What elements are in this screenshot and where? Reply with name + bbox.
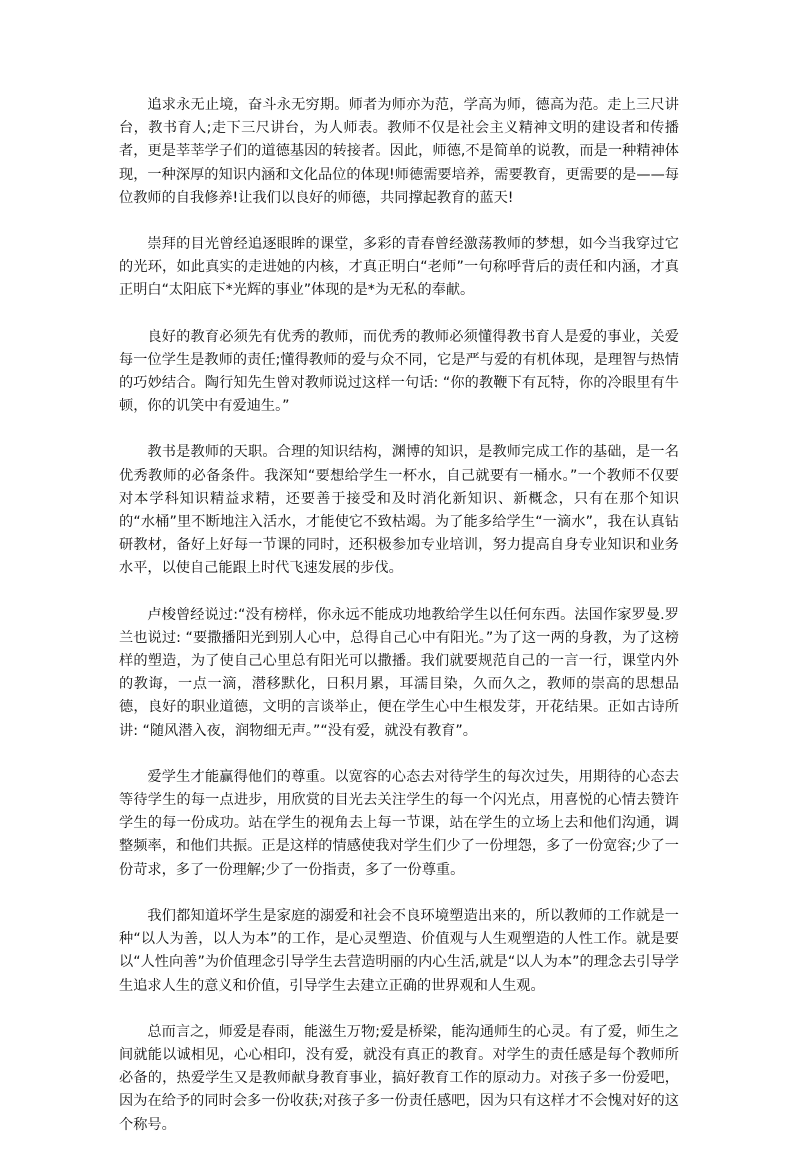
paragraph-7: 我们都知道坏学生是家庭的溺爱和社会不良环境塑造出来的，所以教师的工作就是一种“以人为善，以人为本”的工作，是心灵塑造、价值观与人生观塑造的人性工作。就是要以“人性向善”为价值理念引导学生去营造明丽的内心生活,就是“以人为本”的理念去引导学生追求人生的意义和价值，引导学生去建立正确的世界观和人生观。 <box>119 907 679 994</box>
paragraph-3: 良好的教育必须先有优秀的教师，而优秀的教师必须懂得教书育人是爱的事业，关爱每一位学生是教师的责任;懂得教师的爱与众不同，它是严与爱的有机体现，是理智与热情的巧妙结合。陶行知先生曾对教师说过这样一句话: “你的教鞭下有瓦特，你的冷眼里有牛顿，你的讥笑中有爱迪生。” <box>119 328 679 415</box>
paragraph-4: 教书是教师的天职。合理的知识结构，渊博的知识，是教师完成工作的基础，是一名优秀教师的必备条件。我深知“要想给学生一杯水，自己就要有一桶水。”一个教师不仅要对本学科知识精益求精，还要善于接受和及时消化新知识、新概念，只有在那个知识的“水桶”里不断地注入活水，才能使它不致枯竭。为了能多给学生“一滴水”，我在认真钻研教材，备好上好每一节课的同时，还积极参加专业培训，努力提高自身专业知识和业务水平，以使自己能跟上时代飞速发展的步伐。 <box>119 444 679 577</box>
paragraph-1: 追求永无止境，奋斗永无穷期。师者为师亦为范，学高为师，德高为范。走上三尺讲台，教书育人;走下三尺讲台，为人师表。教师不仅是社会主义精神文明的建设者和传播者，更是莘莘学子们的道德基因的转接者。因此，师德,不是简单的说教，而是一种精神体现，一种深厚的知识内涵和文化品位的体现!师德需要培养，需要教育，更需要的是——每位教师的自我修养!让我们以良好的师德，共同撑起教育的蓝天! <box>119 97 679 206</box>
paragraph-5: 卢梭曾经说过:“没有榜样，你永远不能成功地教给学生以任何东西。法国作家罗曼.罗兰也说过: “要撒播阳光到别人心中，总得自己心中有阳光。”为了这一两的身教，为了这榜样的塑造，为了使自己心里总有阳光可以撒播。我们就要规范自己的一言一行，课堂内外的教诲，一点一滴，潜移默化，日积月累，耳濡目染，久而久之，教师的崇高的思想品德，良好的职业道德，文明的言谈举止，便在学生心中生根发芽，开花结果。正如古诗所讲: “随风潜入夜，润物细无声。”“没有爱，就没有教育”。 <box>119 606 679 739</box>
paragraph-6: 爱学生才能赢得他们的尊重。以宽容的心态去对待学生的每次过失，用期待的心态去等待学生的每一点进步，用欣赏的目光去关注学生的每一个闪光点，用喜悦的心情去赞许学生的每一份成功。站在学生的视角去上每一节课，站在学生的立场上去和他们沟通，调整频率，和他们共振。正是这样的情感使我对学生们少了一份埋怨，多了一份宽容;少了一份苛求，多了一份理解;少了一份指责，多了一份尊重。 <box>119 768 679 878</box>
paragraph-2: 崇拜的目光曾经追逐眼眸的课堂，多彩的青春曾经激荡教师的梦想，如今当我穿过它的光环，如此真实的走进她的内核，才真正明白“老师”一句称呼背后的责任和内涵，才真正明白“太阳底下*光辉的事业”体现的是*为无私的奉献。 <box>119 236 679 299</box>
paragraph-8: 总而言之，师爱是春雨，能滋生万物;爱是桥梁，能沟通师生的心灵。有了爱，师生之间就能以诚相见，心心相印，没有爱，就没有真正的教育。对学生的责任感是每个教师所必备的，热爱学生又是教师献身教育事业，搞好教育工作的原动力。对孩子多一份爱吧，因为在给予的同时会多一份收获;对孩子多一份责任感吧，因为只有这样才不会愧对好的这个称号。 <box>119 1023 679 1133</box>
article-body <box>119 94 679 1160</box>
